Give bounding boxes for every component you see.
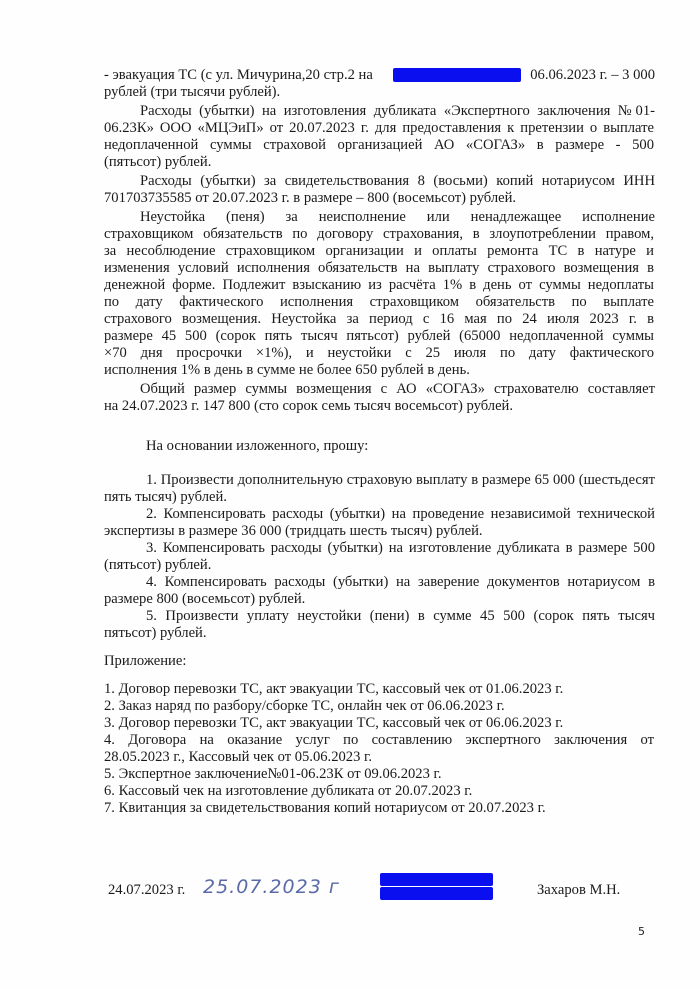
page-number: 5 [638,925,645,938]
request-item: пять тысяч) рублей. [104,489,227,505]
signatory-name: Захаров М.Н. [537,882,621,898]
evacuation-line-1a: - эвакуация ТС (с ул. Мичурина,20 стр.2 на [104,67,373,83]
attachment-item: 28.05.2023 г., Кассовый чек от 05.06.2023 г. [104,749,373,765]
signature-date-printed: 24.07.2023 г. [108,882,186,898]
request-intro: На основании изложенного, прошу: [146,438,369,454]
request-item: 2. Компенсировать расходы (убытки) на проведение независимой технической [146,506,655,522]
attachment-item: 2. Заказ наряд по разбору/сборке ТС, онлайн чек от 06.06.2023 г. [104,698,505,714]
notary-expense-line: Расходы (убытки) за свидетельствования 8 (восьми) копий нотариусом ИНН [140,173,655,189]
duplicate-expense-line: 06.23К» ООО «МЦЭиП» от 20.07.2023 г. для предоставления к претензии о выплате [104,120,654,136]
penalty-line: по дату фактического исполнения страховщиком обязательств по выплате [104,294,654,310]
request-item: размере 800 (восемьсот) рублей. [104,591,306,607]
evacuation-line-1b: 06.06.2023 г. – 3 000 [530,67,655,83]
attachment-item: 6. Кассовый чек на изготовление дубликата от 20.07.2023 г. [104,783,473,799]
attachment-item: 4. Договора на оказание услуг по составлению экспертного заключения от [104,732,654,748]
attachment-item: 5. Экспертное заключение№01-06.23К от 09.06.2023 г. [104,766,442,782]
penalty-line: денежной форме. Подлежит взысканию из расчёта 1% в день от суммы недоплаты [104,277,654,293]
penalty-line: за несоблюдение страховщиком организации и оплаты ремонта ТС в натуре и [104,243,654,259]
attachment-item: 3. Договор перевозки ТС, акт эвакуации ТС, кассовый чек от 06.06.2023 г. [104,715,564,731]
redacted-signature [380,873,493,886]
request-item: 1. Произвести дополнительную страховую выплату в размере 65 000 (шестьдесят [146,472,655,488]
redacted-address [393,68,521,82]
duplicate-expense-line: Расходы (убытки) на изготовления дубликата «Экспертного заключения №01- [140,103,655,119]
attachment-item: 1. Договор перевозки ТС, акт эвакуации ТС, кассовый чек от 01.06.2023 г. [104,681,564,697]
attachment-item: 7. Квитанция за свидетельствования копий нотариусом от 20.07.2023 г. [104,800,546,816]
total-line: на 24.07.2023 г. 147 800 (сто сорок семь тысяч восемьсот) рублей. [104,398,514,414]
request-item: 3. Компенсировать расходы (убытки) на изготовление дубликата в размере 500 [146,540,655,556]
request-item: пятьсот) рублей. [104,625,207,641]
signature-date-handwritten: 25.07.2023 г [203,876,340,898]
request-item: экспертизы в размере 36 000 (тридцать шесть тысяч) рублей. [104,523,483,539]
penalty-line: размере 45 500 (сорок пять тысяч пятьсот) рублей (65000 недоплаченной суммы [104,328,654,344]
penalty-line: страховщиком обязательств по договору страхования, в злоупотреблении правом, [104,226,654,242]
request-item: (пятьсот) рублей. [104,557,212,573]
duplicate-expense-line: (пятьсот) рублей. [104,154,212,170]
notary-expense-line: 701703735585 от 20.07.2023 г. в размере – 800 (восемьсот) рублей. [104,190,517,206]
request-item: 4. Компенсировать расходы (убытки) на заверение документов нотариусом в [146,574,655,590]
evacuation-line-2: рублей (три тысячи рублей). [104,84,281,100]
total-line: Общий размер суммы возмещения с АО «СОГАЗ» страхователю составляет [140,381,655,397]
attachments-title: Приложение: [104,653,187,669]
penalty-line: ×70 дня просрочки ×1%), и неустойки с 25 июля по дату фактического [104,345,654,361]
penalty-line: Неустойка (пеня) за неисполнение или ненадлежащее исполнение [140,209,655,225]
request-item: 5. Произвести уплату неустойки (пени) в сумме 45 500 (сорок пять тысяч [146,608,655,624]
penalty-line: исполнения 1% в день в сумме не более 650 рублей в день. [104,362,470,378]
redacted-signature [380,887,493,900]
duplicate-expense-line: недоплаченной суммы страховой организацией АО «СОГАЗ» в размере - 500 [104,137,654,153]
penalty-line: изменения условий исполнения обязательств на выплату страхового возмещения в [104,260,654,276]
penalty-line: страхового возмещения. Неустойка за период с 16 мая по 24 июля 2023 г. в [104,311,654,327]
